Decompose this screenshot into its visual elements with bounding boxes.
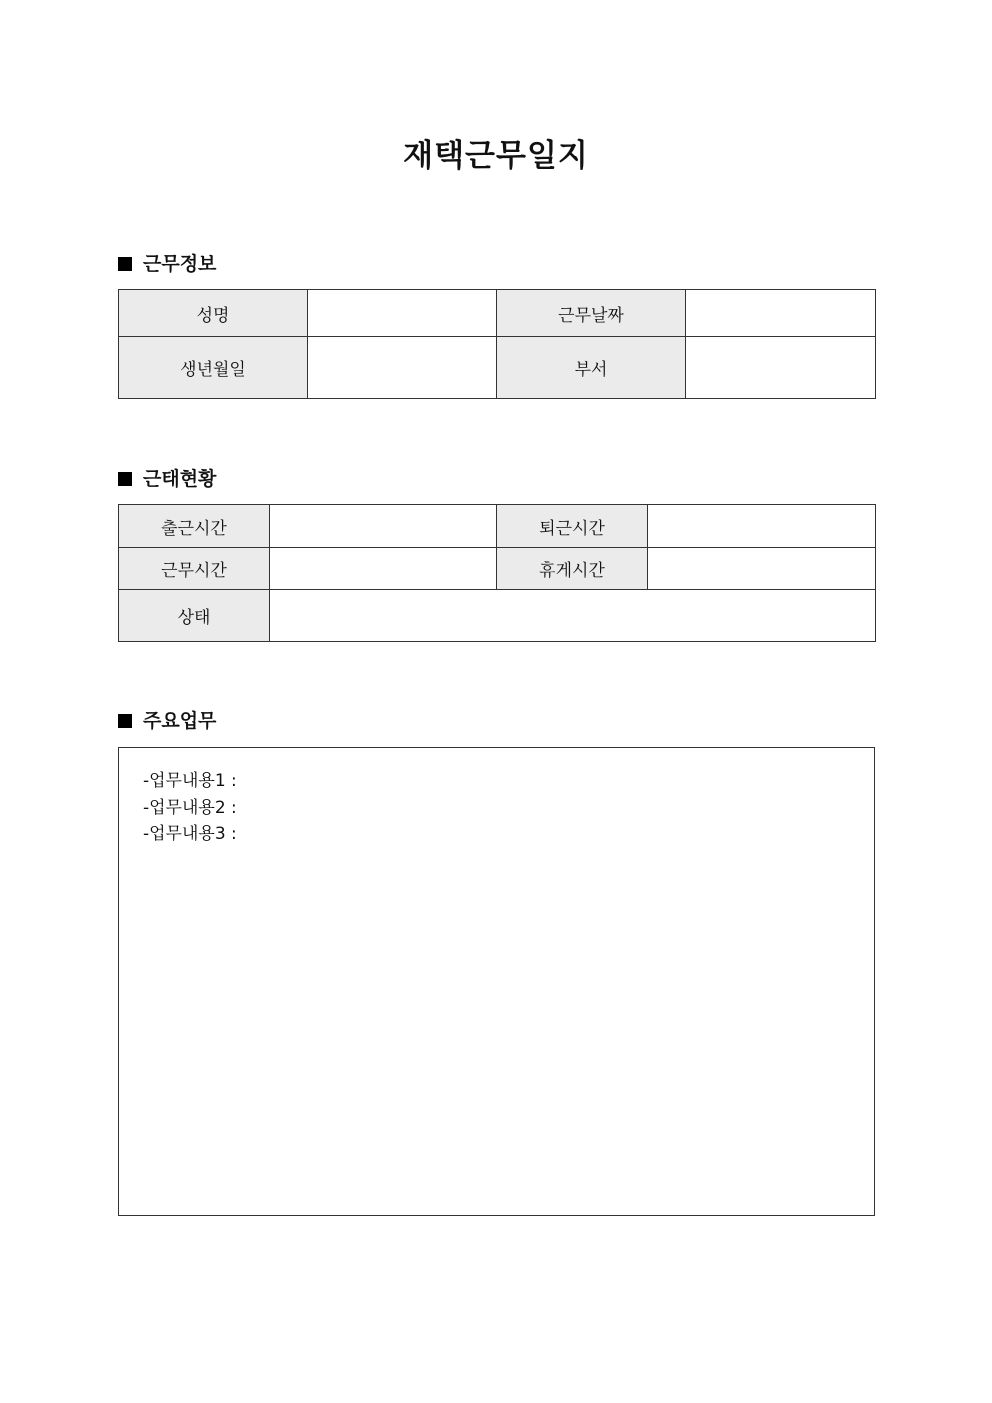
work-info-table xyxy=(118,289,876,399)
table-row xyxy=(119,337,876,399)
square-bullet-icon xyxy=(118,472,132,486)
name-label: 성명 xyxy=(119,290,308,337)
status-label: 상태 xyxy=(119,590,270,642)
break-time-field[interactable] xyxy=(648,548,876,590)
table-row xyxy=(119,548,876,590)
section-heading-attendance xyxy=(118,466,216,492)
clock-in-field[interactable] xyxy=(270,505,497,548)
clock-in-label: 출근시간 xyxy=(119,505,270,548)
break-time-label: 휴게시간 xyxy=(497,548,648,590)
birthdate-field[interactable] xyxy=(308,337,497,399)
clock-out-field[interactable] xyxy=(648,505,876,548)
work-date-field[interactable] xyxy=(686,290,876,337)
square-bullet-icon xyxy=(118,714,132,728)
section-heading-label: 근태현황 xyxy=(143,468,217,490)
work-date-label: 근무날짜 xyxy=(497,290,686,337)
department-label: 부서 xyxy=(497,337,686,399)
clock-out-label: 퇴근시간 xyxy=(497,505,648,548)
task-list xyxy=(119,748,874,848)
work-hours-label: 근무시간 xyxy=(119,548,270,590)
table-row xyxy=(119,505,876,548)
status-field[interactable] xyxy=(270,590,876,642)
section-heading-label: 주요업무 xyxy=(143,710,217,732)
work-hours-field[interactable] xyxy=(270,548,497,590)
list-item: -업무내용1 : xyxy=(143,771,237,791)
page-title: 재택근무일지 xyxy=(403,138,589,174)
table-row xyxy=(119,290,876,337)
section-heading-label: 근무정보 xyxy=(143,253,217,275)
attendance-table xyxy=(118,504,876,642)
list-item: -업무내용2 : xyxy=(143,797,237,818)
table-row xyxy=(119,590,876,642)
name-field[interactable] xyxy=(308,290,497,337)
main-tasks-box[interactable] xyxy=(118,747,875,1216)
section-heading-main-tasks xyxy=(118,708,216,734)
department-field[interactable] xyxy=(686,337,876,399)
birthdate-label: 생년월일 xyxy=(119,337,308,399)
square-bullet-icon xyxy=(118,257,132,271)
section-heading-work-info xyxy=(118,251,216,277)
list-item: -업무내용3 : xyxy=(143,824,237,844)
